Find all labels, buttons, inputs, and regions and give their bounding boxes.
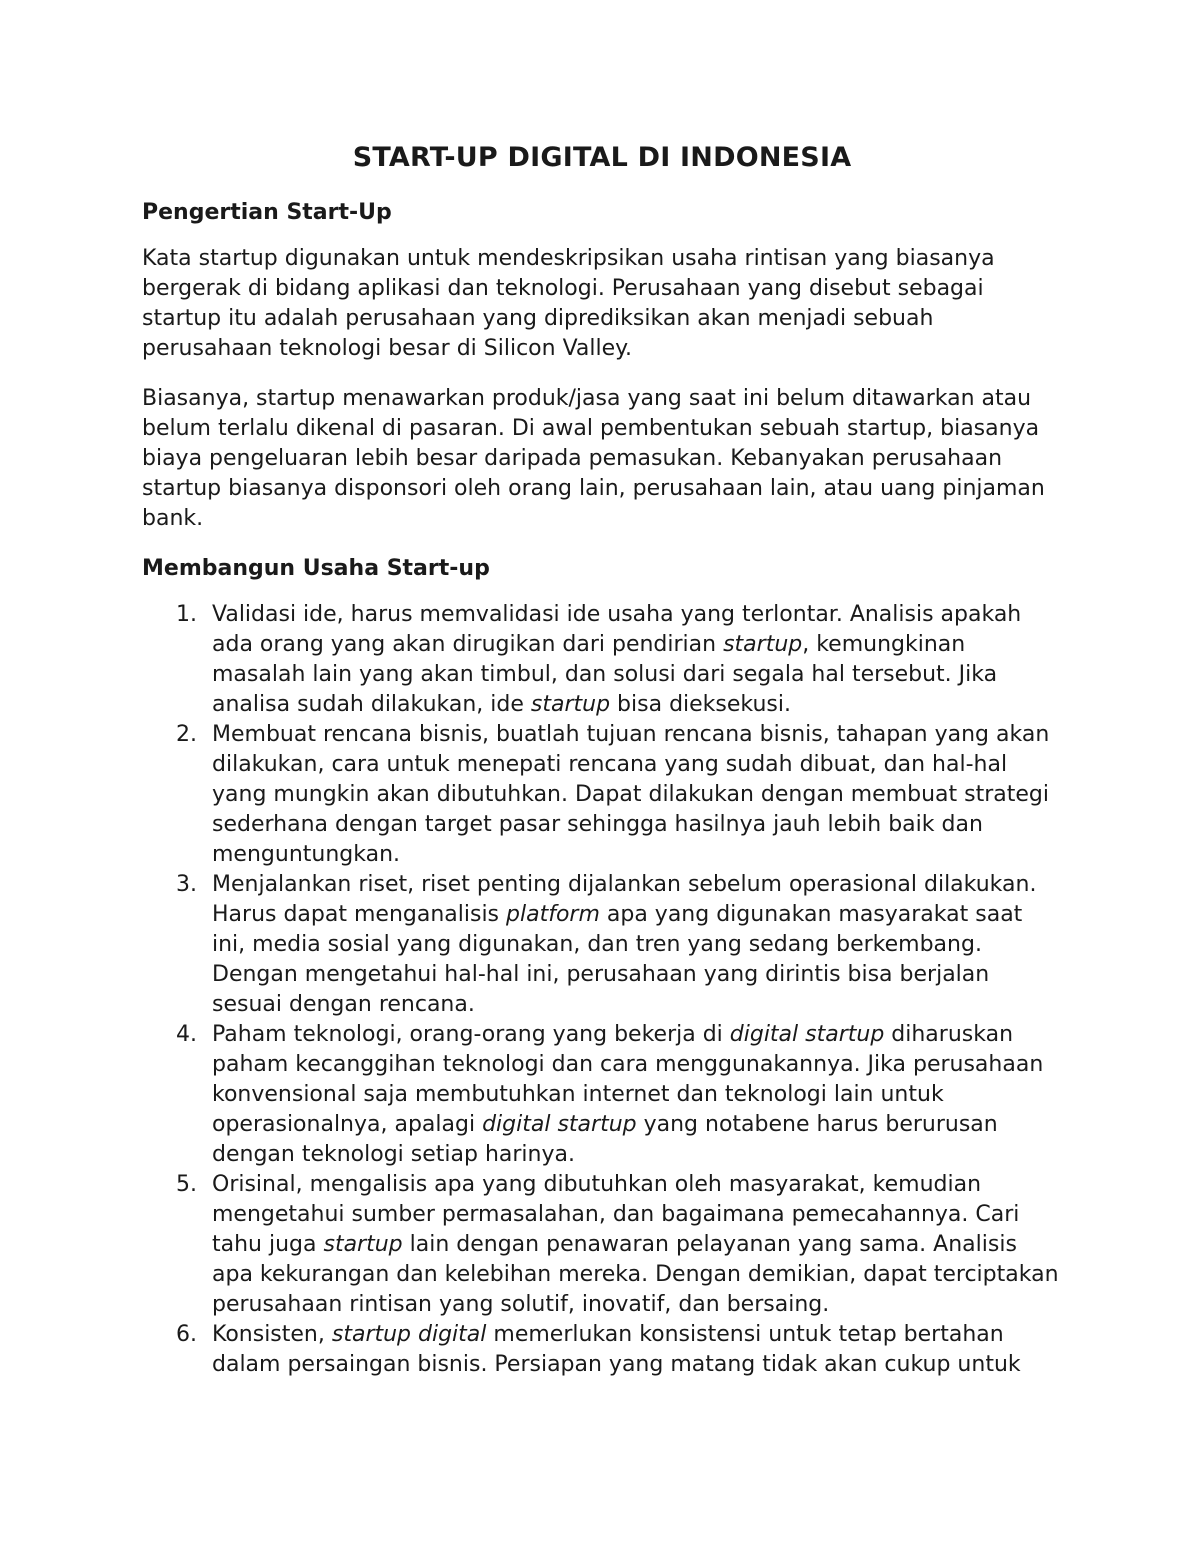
list-item-italic-text: digital startup bbox=[482, 1112, 637, 1137]
list-item-text: Membuat rencana bisnis, buatlah tujuan rencana bisnis, tahapan yang akan dilakukan, cara untuk menepati rencana yang sudah dibuat, dan hal-hal yang mungkin akan dibutuhkan. Dapat dilakukan dengan membuat strategi sederhana dengan target pasar sehingga hasilnya jauh lebih baik dan menguntungkan. bbox=[212, 722, 1050, 867]
list-item-number: 6. bbox=[176, 1322, 197, 1347]
document-title: START-UP DIGITAL DI INDONESIA bbox=[352, 142, 852, 173]
list-item bbox=[142, 1320, 1062, 1380]
list-item-number: 1. bbox=[176, 602, 197, 627]
list-item-italic-text: startup bbox=[323, 1232, 403, 1257]
list-item-italic-text: digital startup bbox=[729, 1022, 885, 1047]
list-item-italic-text: startup bbox=[530, 692, 611, 717]
list-item-number: 5. bbox=[176, 1172, 197, 1197]
list-item-text: apa yang digunakan masyarakat saat ini, media sosial yang digunakan, dan tren yang sedang berkembang. Dengan mengetahui hal-hal ini, perusahaan yang dirintis bisa berjalan sesuai dengan rencana. bbox=[212, 902, 1023, 1017]
section-heading-pengertian: Pengertian Start-Up bbox=[142, 200, 392, 225]
list-item-number: 3. bbox=[176, 872, 197, 897]
list-item bbox=[142, 600, 1062, 720]
list-item-text: Menjalankan riset, riset penting dijalankan sebelum operasional dilakukan. Harus dapat menganalisis bbox=[212, 872, 1037, 927]
list-item-text: Orisinal, mengalisis apa yang dibutuhkan oleh masyarakat, kemudian mengetahui sumber permasalahan, dan bagaimana pemecahannya. Cari tahu juga bbox=[212, 1172, 1020, 1257]
list-item-text: Validasi ide, harus memvalidasi ide usaha yang terlontar. Analisis apakah ada orang yang akan dirugikan dari pendirian bbox=[212, 602, 1022, 657]
list-item-text: bisa dieksekusi. bbox=[610, 692, 791, 717]
paragraph: Kata startup digunakan untuk mendeskripsikan usaha rintisan yang biasanya bergerak di bidang aplikasi dan teknologi. Perusahaan yang disebut sebagai startup itu adalah perusahaan yang diprediksikan akan menjadi sebuah perusahaan teknologi besar di Silicon Valley. bbox=[142, 246, 995, 361]
list-item-text: diharuskan paham kecanggihan teknologi dan cara menggunakannya. Jika perusahaan konvensional saja membutuhkan internet dan teknologi lain untuk operasionalnya, apalagi bbox=[212, 1022, 1044, 1137]
list-item-number: 4. bbox=[176, 1022, 197, 1047]
list-item-text: memerlukan konsistensi untuk tetap bertahan dalam persaingan bisnis. Persiapan yang matang tidak akan cukup untuk bbox=[212, 1322, 1021, 1377]
list-item-text: Konsisten, bbox=[212, 1322, 332, 1347]
list-item-italic-text: platform bbox=[506, 902, 600, 927]
list-item bbox=[142, 1020, 1062, 1170]
list-item bbox=[142, 1170, 1062, 1320]
paragraph: Biasanya, startup menawarkan produk/jasa yang saat ini belum ditawarkan atau belum terlalu dikenal di pasaran. Di awal pembentukan sebuah startup, biasanya biaya pengeluaran lebih besar daripada pemasukan. Kebanyakan perusahaan startup biasanya disponsori oleh orang lain, perusahaan lain, atau uang pinjaman bank. bbox=[142, 386, 1045, 531]
list-item-italic-text: startup bbox=[723, 632, 803, 657]
numbered-list bbox=[142, 600, 1062, 1380]
section-heading-membangun: Membangun Usaha Start-up bbox=[142, 556, 490, 581]
document-page bbox=[142, 138, 1062, 1380]
list-item-text: lain dengan penawaran pelayanan yang sama. Analisis apa kekurangan dan kelebihan mereka. Dengan demikian, dapat terciptakan perusahaan rintisan yang solutif, inovatif, dan bersaing. bbox=[212, 1232, 1059, 1317]
list-item bbox=[142, 720, 1062, 870]
list-item-italic-text: startup digital bbox=[331, 1322, 487, 1347]
list-item-text: , kemungkinan masalah lain yang akan timbul, dan solusi dari segala hal tersebut. Jika analisa sudah dilakukan, ide bbox=[212, 632, 998, 717]
list-item-text: Paham teknologi, orang-orang yang bekerja di bbox=[212, 1022, 730, 1047]
list-item bbox=[142, 870, 1062, 1020]
list-item-text: yang notabene harus berurusan dengan teknologi setiap harinya. bbox=[212, 1112, 998, 1167]
list-item-number: 2. bbox=[176, 722, 197, 747]
